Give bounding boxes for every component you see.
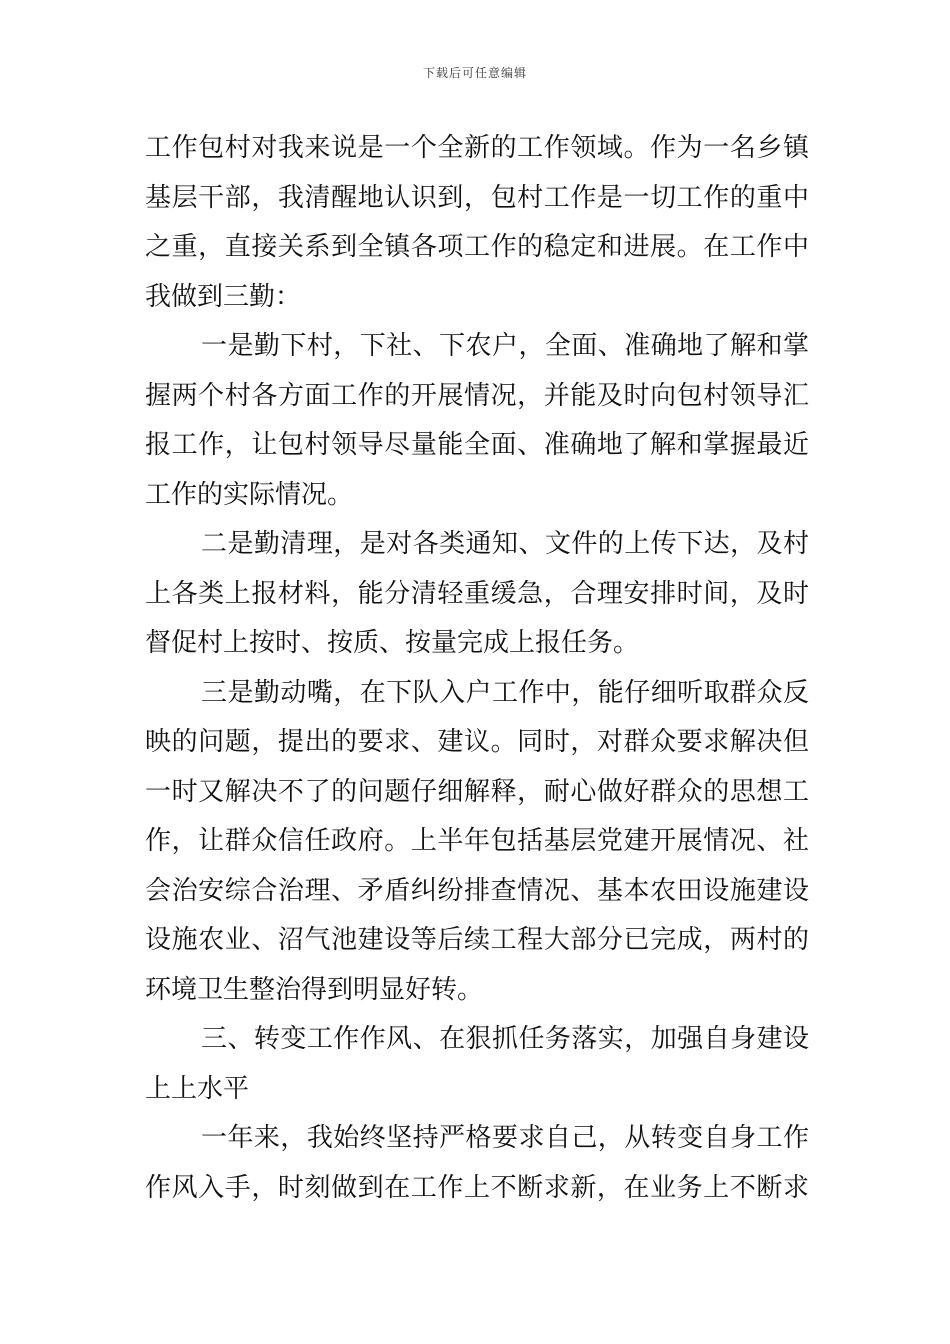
text-line: 我做到三勤： [145,281,302,312]
text-line: 设施农业、沼气池建设等后续工程大部分已完成，两村的 [145,925,809,955]
text-line: 工作包村对我来说是一个全新的工作领域。作为一名乡镇 [145,133,809,163]
text-line: 会治安综合治理、矛盾纠纷排查情况、基本农田设施建设 [145,875,809,906]
section-heading-line: 三、转变工作作风、在狠抓任务落实，加强自身建设 [201,1024,809,1054]
text-line: 督促村上按时、按质、按量完成上报任务。 [145,628,640,658]
text-line: 上各类上报材料，能分清轻重缓急，合理安排时间，及时 [145,578,809,609]
section-heading-line: 上上水平 [145,1073,250,1104]
text-line: 作风入手，时刻做到在工作上不断求新，在业务上不断求 [145,1172,809,1203]
text-line: 之重，直接关系到全镇各项工作的稳定和进展。在工作中 [145,232,809,262]
text-line: 二是勤清理，是对各类通知、文件的上传下达，及村 [201,529,809,559]
text-line: 报工作，让包村领导尽量能全面、准确地了解和掌握最近 [145,430,809,460]
text-line: 三是勤动嘴，在下队入户工作中，能仔细听取群众反 [201,677,809,708]
text-line: 工作的实际情况。 [145,479,354,510]
text-line: 作，让群众信任政府。上半年包括基层党建开展情况、社 [145,826,809,856]
text-line: 握两个村各方面工作的开展情况，并能及时向包村领导汇 [145,380,809,411]
text-line: 映的问题，提出的要求、建议。同时，对群众要求解决但 [145,727,809,757]
text-line: 一是勤下村，下社、下农户，全面、准确地了解和掌 [201,331,809,361]
page-header-note: 下载后可任意编辑 [422,66,527,80]
document-body [145,124,809,1213]
text-line: 一年来，我始终坚持严格要求自己，从转变自身工作 [201,1123,809,1153]
text-line: 环境卫生整治得到明显好转。 [145,974,484,1005]
text-line: 基层干部，我清醒地认识到，包村工作是一切工作的重中 [145,182,809,213]
text-line: 一时又解决不了的问题仔细解释，耐心做好群众的思想工 [145,776,809,807]
